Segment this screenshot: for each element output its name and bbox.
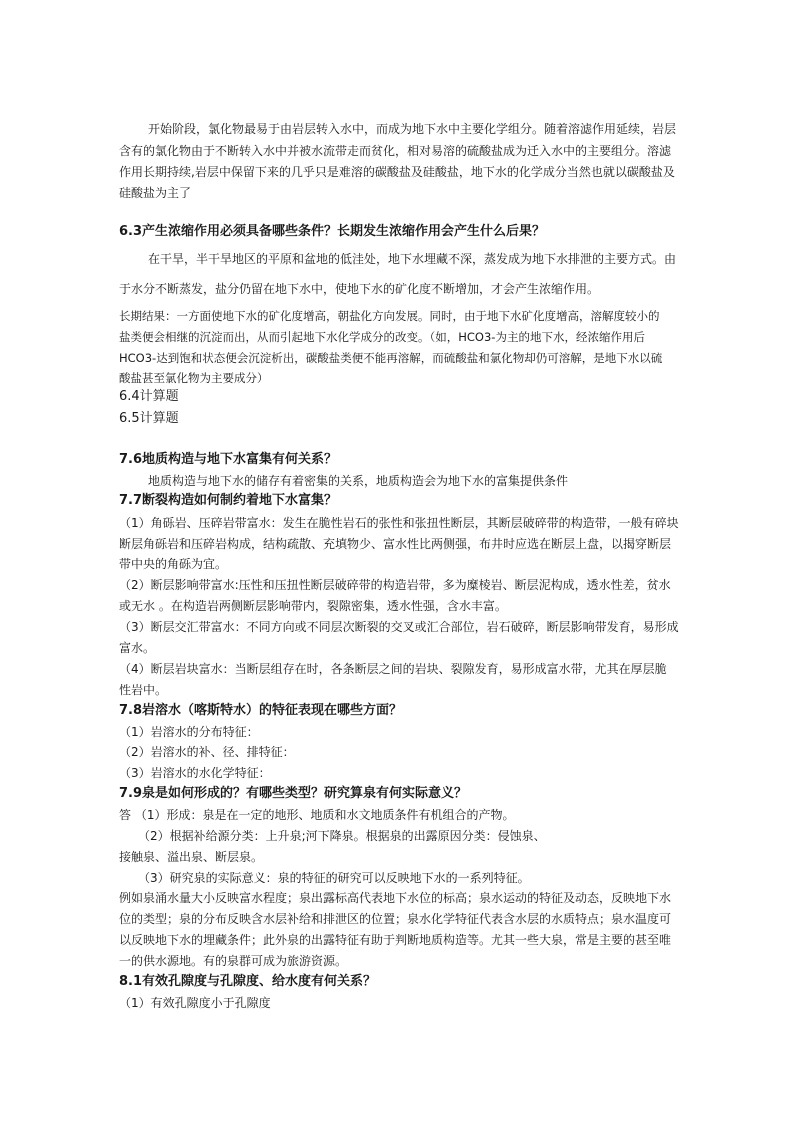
text-line: 酸盐甚至氯化物为主要成分） (119, 371, 269, 385)
text-line: 作用长期持续,岩层中保留下来的几乎只是难溶的碳酸盐及硅酸盐，地下水的化学成分当然也就以碳酸盐及 (119, 165, 675, 179)
text-line: 6.5计算题 (119, 411, 179, 426)
text-line: HCO3-达到饱和状态便会沉淀析出，碳酸盐类便不能再溶解，而硫酸盐和氯化物却仍可溶解，是地下水以硫 (119, 351, 663, 365)
section-heading: 6.3产生浓缩作用必须具备哪些条件？长期发生浓缩作用会产生什么后果？ (119, 224, 546, 239)
text-line: 断层角砾岩和压碎岩构成，结构疏散、充填物少、富水性比两侧强，布井时应选在断层上盘，以揭穿断层 (119, 537, 672, 551)
text-line: 答 （1）形成：泉是在一定的地形、地质和水文地质条件有机组合的产物。 (119, 808, 515, 822)
section-heading: 8.1有效孔隙度与孔隙度、给水度有何关系？ (119, 974, 377, 989)
text-line: （4）断层岩块富水：当断层组存在时，各条断层之间的岩块、裂隙发育，易形成富水带，尤其在厚层脆 (119, 662, 667, 676)
text-line: 于水分不断蒸发，盐分仍留在地下水中，使地下水的矿化度不断增加，才会产生浓缩作用。 (119, 282, 600, 296)
text-line: （3）岩溶水的水化学特征： (119, 766, 271, 780)
text-line: 长期结果：一方面使地下水的矿化度增高，朝盐化方向发展。同时，由于地下水矿化度增高，溶解度较小的 (119, 309, 660, 323)
text-line: 位的类型；泉的分布反映含水层补给和排泄区的位置；泉水化学特征代表含水层的水质特点；泉水温度可 (119, 912, 672, 926)
text-line: 接触泉、溢出泉、断层泉。 (119, 850, 264, 864)
text-line: 硅酸盐为主了 (119, 186, 192, 200)
text-line: 例如泉涌水量大小反映富水程度；泉出露标高代表地下水位的标高；泉水运动的特征及动态，反映地下水 (119, 891, 672, 905)
text-line: 或无水 。在构造岩两侧断层影响带内，裂隙密集，透水性强，含水丰富。 (119, 599, 507, 613)
section-heading: 7.6地质构造与地下水富集有何关系？ (119, 452, 338, 467)
text-line: （3）断层交汇带富水：不同方向或不同层次断裂的交叉或汇合部位，岩石破碎，断层影响带发育，易形成 (119, 620, 679, 634)
text-line: 开始阶段，氯化物最易于由岩层转入水中，而成为地下水中主要化学组分。随着溶滤作用延续，岩层 (148, 122, 677, 136)
text-line: 性岩中。 (119, 683, 168, 697)
text-line: （1）岩溶水的分布特征： (119, 725, 259, 739)
text-line: （2）根据补给源分类：上升泉;河下降泉。根据泉的出露原因分类：侵蚀泉、 (138, 829, 546, 843)
text-line: 以反映地下水的埋藏条件；此外泉的出露特征有助于判断地质构造等。尤其一些大泉，常是主要的甚至唯 (119, 933, 672, 947)
text-line: （1）有效孔隙度小于孔隙度 (119, 996, 271, 1010)
text-line: 含有的氯化物由于不断转入水中并被水流带走而贫化，相对易溶的硫酸盐成为迁入水中的主要组分。溶滤 (119, 144, 672, 158)
section-heading: 7.9泉是如何形成的？有哪些类型？研究算泉有何实际意义？ (119, 786, 468, 801)
text-line: 地质构造与地下水的储存有着密集的关系，地质构造会为地下水的富集提供条件 (148, 474, 569, 488)
text-line: 在干旱，半干旱地区的平原和盆地的低洼处，地下水埋藏不深，蒸发成为地下水排泄的主要方式。由 (148, 252, 677, 266)
section-heading: 7.7断裂构造如何制约着地下水富集？ (119, 493, 338, 508)
text-line: 富水。 (119, 641, 156, 655)
text-line: 一的供水源地。有的泉群可成为旅游资源。 (119, 954, 348, 968)
text-line: （1）角砾岩、压碎岩带富水：发生在脆性岩石的张性和张扭性断层，其断层破碎带的构造带，一般有碎块 (119, 516, 679, 530)
text-line: （2）岩溶水的补、径、排特征： (119, 745, 295, 759)
text-line: （3）研究泉的实际意义：泉的特征的研究可以反映地下水的一系列特征。 (138, 871, 530, 885)
text-line: 带中央的角砾为宜。 (119, 557, 228, 571)
text-line: 盐类便会相继的沉淀而出，从而引起地下水化学成分的改变。（如，HCO3-为主的地下水，经浓缩作用后 (119, 330, 645, 344)
text-line: 6.4计算题 (119, 389, 179, 404)
section-heading: 7.8岩溶水（喀斯特水）的特征表现在哪些方面？ (119, 703, 403, 718)
text-line: （2）断层影响带富水:压性和压扭性断层破碎带的构造岩带，多为糜棱岩、断层泥构成，透水性差，贫水 (119, 578, 671, 592)
